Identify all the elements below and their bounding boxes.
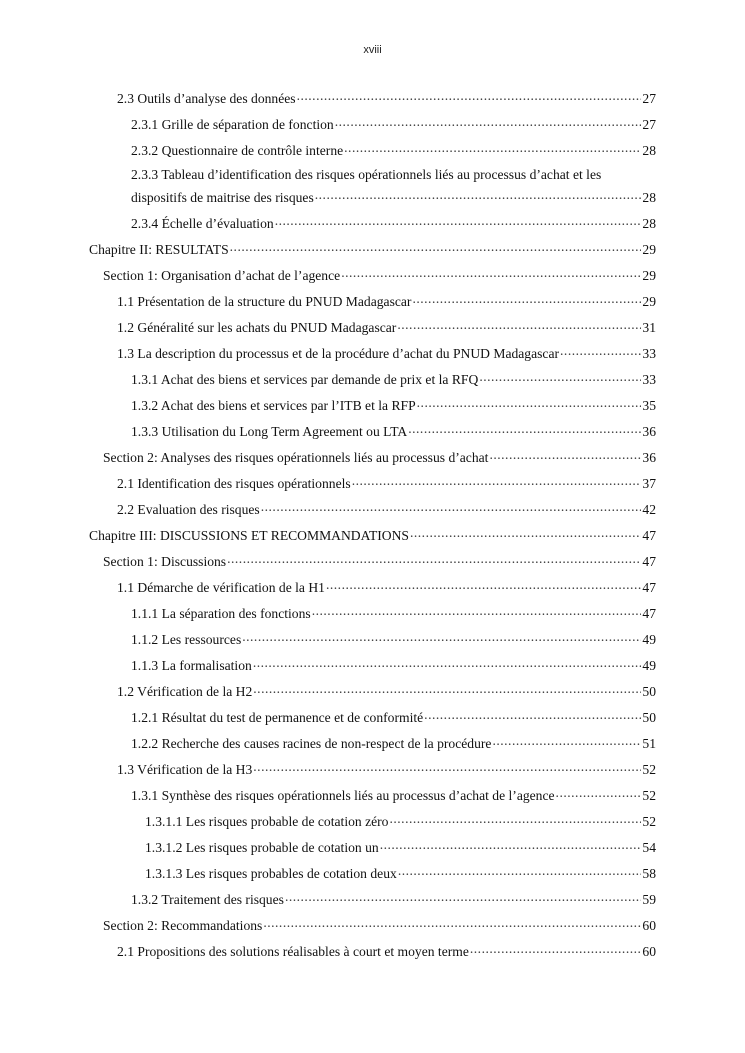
dot-leader <box>253 656 642 670</box>
dot-leader <box>410 526 641 540</box>
toc-entry-title: 2.1 Propositions des solutions réalisables à court et moyen terme <box>117 943 469 959</box>
toc-entry-page: 29 <box>642 241 656 257</box>
dot-leader <box>263 916 641 930</box>
toc-entry-title: 1.2 Généralité sur les achats du PNUD Madagascar <box>117 319 397 335</box>
toc-entry[interactable] <box>131 396 656 414</box>
page-number: xviii <box>363 44 382 56</box>
dot-leader <box>230 240 642 254</box>
toc-entry-page: 28 <box>642 142 656 158</box>
dot-leader <box>389 812 641 826</box>
toc-entry-page: 29 <box>642 293 656 309</box>
toc-entry-title: dispositifs de maitrise des risques <box>131 189 314 205</box>
dot-leader <box>297 89 642 103</box>
toc-entry-title: 1.3.1 Achat des biens et services par demande de prix et la RFQ <box>131 371 479 387</box>
toc-entry[interactable] <box>145 864 656 882</box>
toc-entry-title: 1.3.1.2 Les risques probable de cotation un <box>145 839 379 855</box>
toc-entry-page: 58 <box>642 865 656 881</box>
dot-leader <box>344 141 641 155</box>
toc-entry-title: 1.3.3 Utilisation du Long Term Agreement ou LTA <box>131 423 408 439</box>
toc-entry-title: 1.1.1 La séparation des fonctions <box>131 605 311 621</box>
dot-leader <box>242 630 641 644</box>
toc-entry[interactable] <box>117 578 656 596</box>
toc-entry-page: 60 <box>642 943 656 959</box>
toc-entry-title-line1[interactable]: 2.3.3 Tableau d’identification des risques opérationnels liés au processus d’achat et les <box>131 167 602 182</box>
toc-entry-title: 2.1 Identification des risques opérationnels <box>117 475 351 491</box>
toc-entry-title: 1.3.2 Traitement des risques <box>131 891 284 907</box>
toc-entry[interactable] <box>131 656 656 674</box>
dot-leader <box>492 734 641 748</box>
toc-entry[interactable] <box>117 500 656 518</box>
dot-leader <box>556 786 642 800</box>
toc-entry-title: 2.2 Evaluation des risques <box>117 501 260 517</box>
toc-entry-page: 52 <box>642 761 656 777</box>
toc-entry-page: 36 <box>642 423 656 439</box>
dot-leader <box>341 266 641 280</box>
toc-entry-page: 50 <box>642 709 656 725</box>
dot-leader <box>253 760 641 774</box>
toc-entry-page: 54 <box>642 839 656 855</box>
toc-entry[interactable] <box>131 141 656 159</box>
toc-entry-page: 27 <box>642 90 656 106</box>
toc-entry[interactable] <box>117 474 656 492</box>
toc-entry-title: 2.3 Outils d’analyse des données <box>117 90 296 106</box>
toc-entry[interactable] <box>131 630 656 648</box>
toc-entry[interactable] <box>117 682 656 700</box>
toc-entry[interactable] <box>117 89 656 107</box>
toc-entry-page: 42 <box>642 501 656 517</box>
dot-leader <box>261 500 642 514</box>
toc-entry[interactable] <box>103 448 656 466</box>
toc-entry-title: Section 1: Discussions <box>103 553 227 569</box>
toc-entry-page: 52 <box>642 813 656 829</box>
dot-leader <box>380 838 642 852</box>
toc-entry[interactable] <box>131 890 656 908</box>
toc-entry-title: 1.3.2 Achat des biens et services par l’ITB et la RFP <box>131 397 416 413</box>
toc-entry-page: 49 <box>642 631 656 647</box>
toc-entry-title: 2.3.4 Échelle d’évaluation <box>131 215 274 231</box>
toc-entry-title: 1.1.2 Les ressources <box>131 631 242 647</box>
dot-leader <box>312 604 642 618</box>
toc-entry[interactable] <box>131 708 656 726</box>
dot-leader <box>489 448 641 462</box>
dot-leader <box>227 552 641 566</box>
toc-entry-page: 28 <box>642 189 656 205</box>
toc-entry[interactable] <box>131 214 656 232</box>
toc-entry-title: Chapitre III: DISCUSSIONS ET RECOMMANDATIONS <box>89 527 409 543</box>
toc-entry[interactable] <box>89 526 656 544</box>
dot-leader <box>352 474 642 488</box>
toc-entry-page: 28 <box>642 215 656 231</box>
toc-entry[interactable] <box>89 240 656 258</box>
toc-entry-title: Section 2: Analyses des risques opérationnels liés au processus d’achat <box>103 449 489 465</box>
toc-entry-title: 1.3.1.3 Les risques probables de cotation deux <box>145 865 397 881</box>
toc-entry-page: 50 <box>642 683 656 699</box>
toc-entry-page: 51 <box>642 735 656 751</box>
toc-entry-title: 2.3.2 Questionnaire de contrôle interne <box>131 142 344 158</box>
toc-entry-page: 60 <box>642 917 656 933</box>
toc-entry[interactable] <box>117 344 656 362</box>
dot-leader <box>398 864 642 878</box>
toc-entry-page: 29 <box>642 267 656 283</box>
toc-entry-title: 1.2 Vérification de la H2 <box>117 683 253 699</box>
toc-entry[interactable] <box>103 266 656 284</box>
toc-entry[interactable] <box>131 734 656 752</box>
toc-entry-page: 47 <box>642 527 656 543</box>
toc-entry-page: 59 <box>642 891 656 907</box>
toc-entry-title: 1.3 Vérification de la H3 <box>117 761 253 777</box>
toc-entry[interactable] <box>131 188 656 206</box>
dot-leader <box>408 422 641 436</box>
dot-leader <box>479 370 641 384</box>
toc-entry-title: Section 2: Recommandations <box>103 917 263 933</box>
dot-leader <box>417 396 642 410</box>
toc-entry-page: 49 <box>642 657 656 673</box>
toc-entry[interactable] <box>131 604 656 622</box>
dot-leader <box>560 344 641 358</box>
toc-entry-title: 1.1 Présentation de la structure du PNUD Madagascar <box>117 293 412 309</box>
toc-entry[interactable] <box>145 838 656 856</box>
toc-entry[interactable] <box>131 115 656 133</box>
toc-entry[interactable] <box>103 552 656 570</box>
toc-entry[interactable] <box>117 942 656 960</box>
toc-entry-page: 35 <box>642 397 656 413</box>
dot-leader <box>424 708 641 722</box>
toc-entry-page: 31 <box>642 319 656 335</box>
toc-entry-page: 27 <box>642 116 656 132</box>
dot-leader <box>253 682 641 696</box>
toc-entry-title: 1.1.3 La formalisation <box>131 657 252 673</box>
toc-entry-title: 2.3.1 Grille de séparation de fonction <box>131 116 334 132</box>
toc-entry-title: 1.2.1 Résultat du test de permanence et de conformité <box>131 709 424 725</box>
dot-leader <box>285 890 641 904</box>
toc-entry-title: 1.3.1 Synthèse des risques opérationnels liés au processus d’achat de l’agence <box>131 787 555 803</box>
toc-entry[interactable] <box>117 318 656 336</box>
dot-leader <box>315 188 642 202</box>
toc-entry-page: 47 <box>642 553 656 569</box>
dot-leader <box>397 318 641 332</box>
dot-leader <box>470 942 642 956</box>
toc-entry-title: 1.3.1.1 Les risques probable de cotation zéro <box>145 813 389 829</box>
toc-entry-page: 37 <box>642 475 656 491</box>
toc-entry[interactable] <box>131 370 656 388</box>
toc-entry-page: 33 <box>642 371 656 387</box>
toc-entry-title: 1.2.2 Recherche des causes racines de non-respect de la procédure <box>131 735 492 751</box>
toc-entry-page: 47 <box>642 605 656 621</box>
dot-leader <box>326 578 641 592</box>
toc-entry-title: Chapitre II: RESULTATS <box>89 241 229 257</box>
toc-entry[interactable] <box>131 422 656 440</box>
dot-leader <box>335 115 642 129</box>
toc-entry[interactable] <box>117 760 656 778</box>
toc-entry-page: 36 <box>642 449 656 465</box>
toc-entry-title: 1.3 La description du processus et de la procédure d’achat du PNUD Madagascar <box>117 345 560 361</box>
toc-entry[interactable] <box>117 292 656 310</box>
toc-entry-page: 33 <box>642 345 656 361</box>
toc-entry[interactable] <box>131 786 656 804</box>
dot-leader <box>412 292 641 306</box>
dot-leader <box>275 214 642 228</box>
toc-entry-title: 1.1 Démarche de vérification de la H1 <box>117 579 325 595</box>
toc-entry-title: Section 1: Organisation d’achat de l’agence <box>103 267 341 283</box>
toc-entry[interactable] <box>145 812 656 830</box>
toc-entry-page: 52 <box>642 787 656 803</box>
toc-entry-page: 47 <box>642 579 656 595</box>
toc-entry[interactable] <box>103 916 656 934</box>
